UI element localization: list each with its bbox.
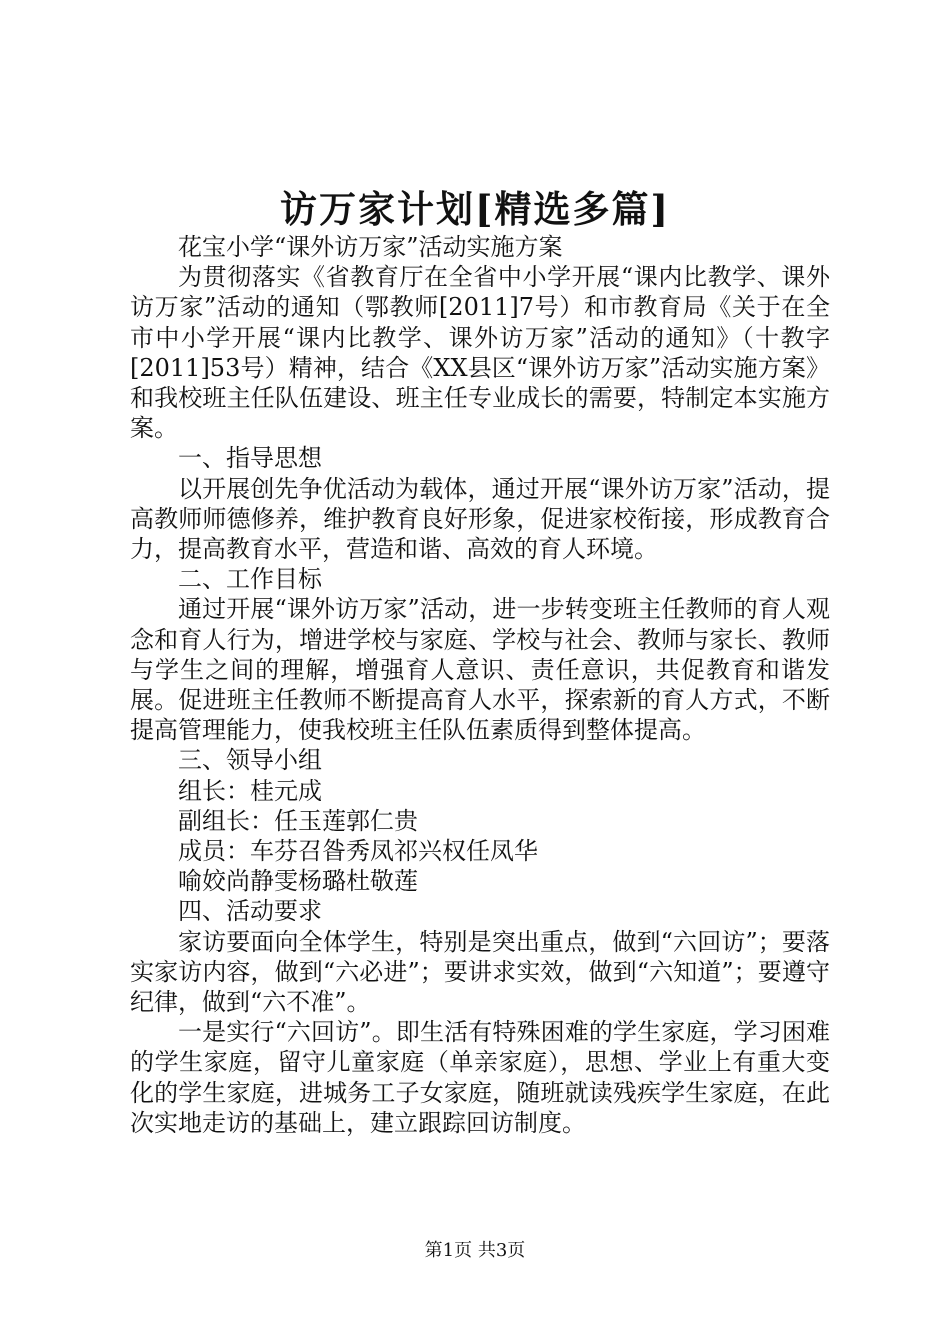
paragraph: 家访要面向全体学生，特别是突出重点，做到“六回访”；要落实家访内容，做到“六必进”；要讲求实效，做到“六知道”；要遵守纪律，做到“六不准”。 [130,927,830,1017]
paragraph: 一是实行“六回访”。即生活有特殊困难的学生家庭，学习困难的学生家庭，留守儿童家庭（单亲家庭），思想、学业上有重大变化的学生家庭，进城务工子女家庭，随班就读残疾学生家庭，在此次实地走访的基础上，建立跟踪回访制度。 [130,1018,830,1137]
paragraph-subtitle: 花宝小学“课外访万家”活动实施方案 [178,233,563,261]
page-footer: 第1页 共3页 [424,1240,526,1261]
paragraph: 为贯彻落实《省教育厅在全省中小学开展“课内比教学、课外访万家”活动的通知（鄂教师[2011]7号）和市教育局《关于在全市中小学开展“课内比教学、课外访万家”活动的通知》（十教字[2011]53号）精神，结合《XX县区“课外访万家”活动实施方案》和我校班主任队伍建设、班主任专业成长的需要，特制定本实施方案。 [130,263,830,443]
section-heading: 二、工作目标 [178,565,322,594]
document-title: 访万家计划[精选多篇] [279,187,670,231]
paragraph: 喻姣尚静雯杨璐杜敬莲 [178,867,418,896]
document-body [130,232,830,1138]
paragraph: 通过开展“课外访万家”活动，进一步转变班主任教师的育人观念和育人行为，增进学校与家庭、学校与社会、教师与家长、教师与学生之间的理解，增强育人意识、责任意识，共促教育和谐发展。促进班主任教师不断提高育人水平，探索新的育人方式，不断提高管理能力，使我校班主任队伍素质得到整体提高。 [130,595,830,745]
paragraph: 成员：车芬召昝秀凤祁兴权任凤华 [178,837,538,866]
section-heading: 一、指导思想 [178,444,322,473]
section-heading: 四、活动要求 [178,897,322,926]
paragraph: 以开展创先争优活动为载体，通过开展“课外访万家”活动，提高教师师德修养，维护教育良好形象，促进家校衔接，形成教育合力，提高教育水平，营造和谐、高效的育人环境。 [130,474,830,564]
section-heading: 三、领导小组 [178,746,322,775]
paragraph: 副组长：任玉莲郭仁贵 [178,806,418,835]
paragraph: 组长：桂元成 [178,776,322,805]
